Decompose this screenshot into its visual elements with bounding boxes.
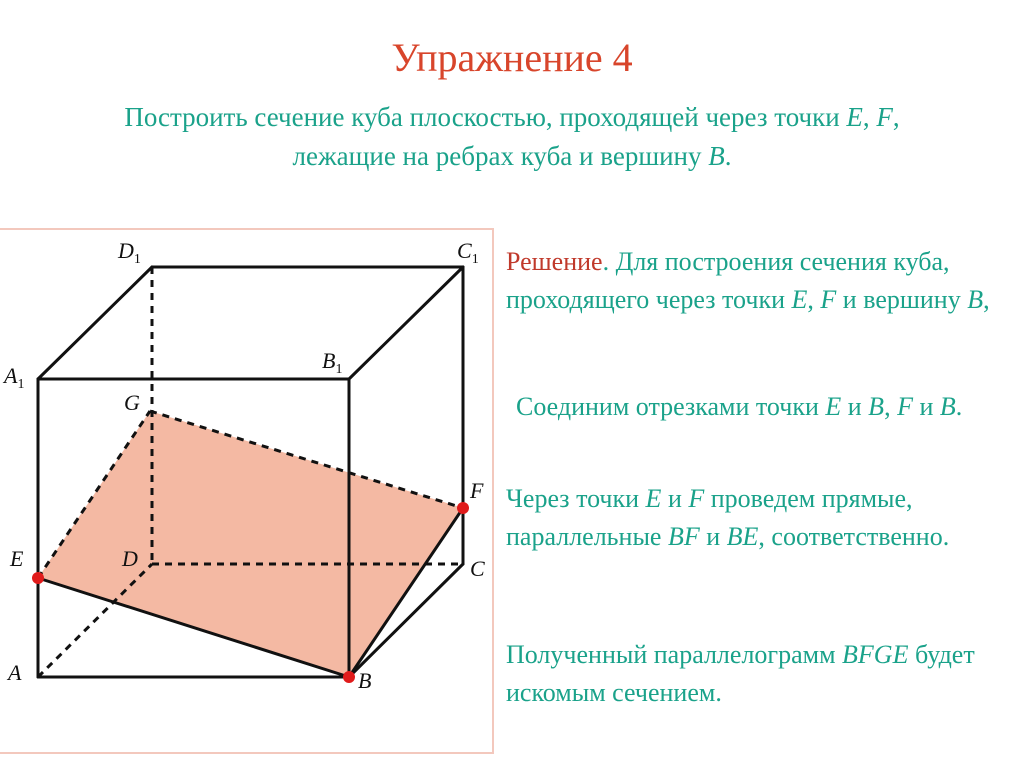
solution-p4-text-a: Полученный параллелограмм <box>506 640 843 669</box>
slide-title: Упражнение 4 <box>391 35 633 80</box>
solution-p3-text-d: и <box>699 522 727 551</box>
solution-p2-b2: B <box>939 392 956 421</box>
task-vertex-b: B <box>708 141 725 171</box>
solution-p3-bf: BF <box>667 522 700 551</box>
task-line1-text: Построить сечение куба плоскостью, проходящей через точки <box>124 102 847 132</box>
solution-p2-text-b: и <box>841 392 869 421</box>
solution-p3-text-b: и <box>661 484 689 513</box>
label-d: D <box>122 546 138 571</box>
solution-p3-be: BE <box>726 522 759 551</box>
solution-p4-text-b: будет искомым сечением. <box>506 640 975 707</box>
point-e-marker <box>32 572 44 584</box>
solution-p3-text-a: Через точки <box>506 484 646 513</box>
label-a: A <box>8 660 22 685</box>
point-f-marker <box>457 502 469 514</box>
solution-p1-comma: , <box>807 285 814 314</box>
solution-paragraph-3 <box>506 480 1006 556</box>
section-bfge <box>38 411 463 677</box>
task-statement <box>20 98 1004 176</box>
solution-p2-text-a: Соединим отрезками точки <box>516 392 826 421</box>
solution-p3-text-e: , соответственно. <box>758 522 950 551</box>
label-a1: $A_1$ <box>4 363 25 392</box>
label-g: G <box>124 390 140 415</box>
edge-a1d1 <box>38 267 152 379</box>
solution-p2-b1: B <box>868 392 885 421</box>
solution-p3-e: E <box>645 484 662 513</box>
solution-p3-f: F <box>688 484 705 513</box>
solution-p2-f: F <box>897 392 913 421</box>
solution-p2-text-e: . <box>955 392 963 421</box>
solution-p1-text-b: и вершину <box>836 285 968 314</box>
label-d1: $D_1$ <box>118 238 141 267</box>
solution-p3-text-c: проведем прямые, параллельные <box>506 484 913 551</box>
edge-b1c1 <box>349 267 463 379</box>
solution-p4-bfge: BFGE <box>842 640 909 669</box>
solution-p1-text-a: . Для построения сечения куба, проходящего через точки <box>506 247 950 314</box>
solution-p2-text-c: , <box>884 392 898 421</box>
label-f: F <box>470 478 484 503</box>
solution-p1-f: F <box>820 285 837 314</box>
label-c: C <box>470 556 485 581</box>
task-line2-text: лежащие на ребрах куба и вершину <box>292 141 709 171</box>
solution-label: Решение <box>506 247 603 276</box>
task-point-e: E <box>846 102 863 132</box>
solution-p1-end: , <box>983 285 990 314</box>
solution-paragraph-4 <box>506 636 1006 712</box>
label-b1: $B_1$ <box>322 348 343 377</box>
task-point-f: F <box>876 102 893 132</box>
solution-paragraph-2 <box>516 388 976 426</box>
task-line2-end: . <box>724 141 732 171</box>
label-b: B <box>358 668 372 693</box>
solution-paragraph-1 <box>506 243 1006 319</box>
task-comma: , <box>862 102 877 132</box>
label-c1: $C_1$ <box>457 238 479 267</box>
solution-p2-text-d: и <box>912 392 940 421</box>
label-e: E <box>10 546 24 571</box>
solution-p1-e: E <box>791 285 808 314</box>
solution-p2-e: E <box>825 392 842 421</box>
task-line1-end: , <box>892 102 900 132</box>
cube-section-figure <box>0 228 494 758</box>
solution-p1-b: B <box>967 285 984 314</box>
point-b-marker <box>343 671 355 683</box>
